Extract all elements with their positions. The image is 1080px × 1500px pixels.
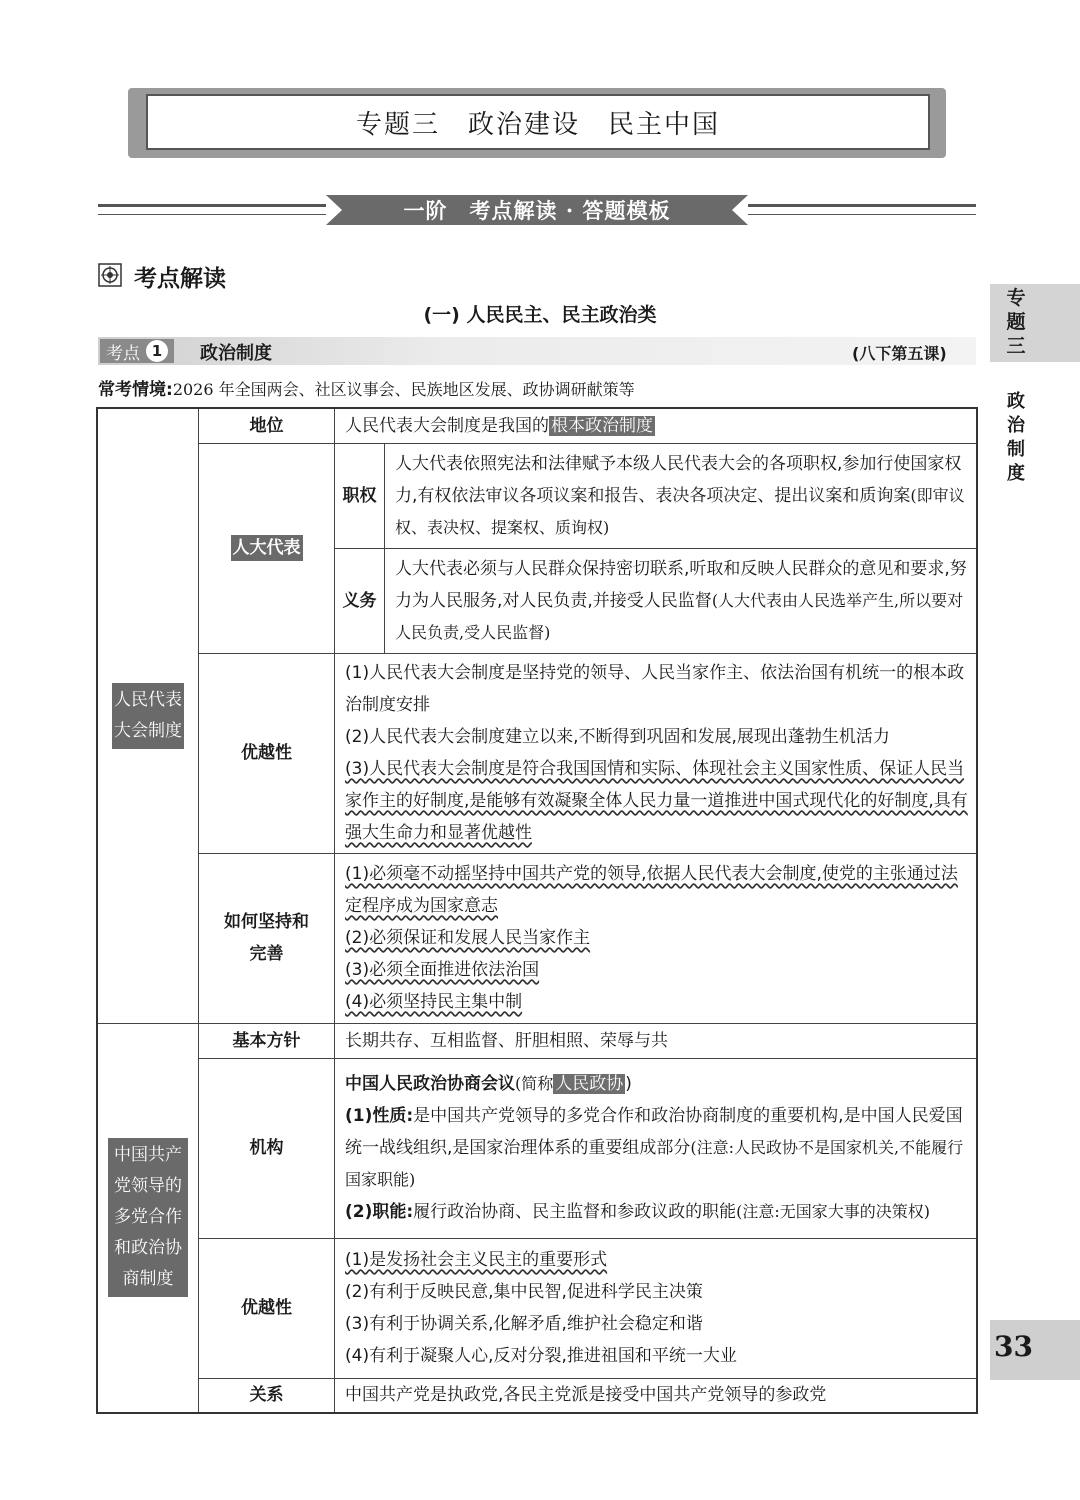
table-row (97, 1023, 977, 1058)
point-tag-label: 考点 (106, 343, 140, 364)
table-row (97, 443, 977, 548)
cppcc-org-heading: 中国人民政治协商会议(简称 人民政协 ) (345, 1074, 632, 1094)
npc-deputy-label: 人大代表 (231, 535, 303, 561)
page-number: 33 (994, 1330, 1033, 1363)
scenario-text: 2026 年全国两会、社区议事会、民族地区发展、政协调研献策等 (172, 380, 635, 399)
cppcc-category: 中国共产党领导的多党合作和政治协商制度 (108, 1138, 188, 1297)
npc-uphold-item: (4)必须坚持民主集中制 (345, 992, 523, 1012)
point-name: 政治制度 (200, 343, 272, 364)
section-banner-text: 一阶 考点解读 · 答题模板 (403, 198, 671, 223)
npc-powers-text: 人大代表依照宪法和法律赋予本级人民代表大会的各项职权,参加行使国家权力,有权依法审议各项议案和报告、表决各项决定、提出议案和质询案 (395, 453, 962, 506)
npc-superiority-item: (2)人民代表大会制度建立以来,不断得到巩固和发展,展现出蓬勃生机活力 (345, 727, 890, 747)
npc-category-cell (97, 408, 199, 1023)
scenario-label: 常考情境: (98, 380, 173, 400)
npc-status-label: 地位 (199, 408, 335, 443)
npc-superiority-item: (3)人民代表大会制度是符合我国国情和实际、体现社会主义国家性质、保证人民当家作主的好制度,是能够有效凝聚全体人民力量一道推进中国式现代化的好制度,具有强大生命力和显著优越性 (345, 759, 968, 843)
cppcc-relation-text: 中国共产党是执政党,各民主党派是接受中国共产党领导的参政党 (335, 1378, 978, 1413)
npc-superiority-cell (335, 653, 978, 853)
target-icon (98, 263, 122, 287)
banner-rule-left (98, 204, 326, 207)
cppcc-superiority-item: (4)有利于凝聚人心,反对分裂,推进祖国和平统一大业 (345, 1346, 737, 1366)
cppcc-relation-label: 关系 (199, 1378, 335, 1413)
npc-uphold-item: (3)必须全面推进依法治国 (345, 960, 540, 980)
side-tab-text: 专题三 (1006, 287, 1026, 357)
banner-rule-right (748, 204, 976, 207)
cppcc-org-cell (335, 1058, 978, 1238)
table-row (97, 408, 977, 443)
cppcc-org-abbr: 人民政协 (555, 1074, 624, 1094)
point-tag (100, 339, 174, 363)
point-lesson: (八下第五课) (852, 344, 947, 363)
cppcc-function: (2)职能:履行政治协商、民主监督和参政议政的职能(注意:无国家大事的决策权) (345, 1202, 931, 1222)
cppcc-superiority-label: 优越性 (199, 1238, 335, 1378)
npc-duties-note: (人大代表由人民选举产生,所以要对人民负责,受人民监督) (395, 590, 964, 642)
cppcc-superiority-item: (3)有利于协调关系,化解矛盾,维护社会稳定和谐 (345, 1314, 703, 1334)
cppcc-policy-text: 长期共存、互相监督、肝胆相照、荣辱与共 (335, 1023, 978, 1058)
banner-arrow-right-icon (732, 195, 748, 225)
scenario-line (98, 375, 635, 400)
npc-duties-cell (385, 548, 978, 653)
npc-category: 人民代表 大会制度 (112, 683, 184, 749)
npc-deputy-cell (199, 443, 335, 653)
npc-uphold-item: (1)必须毫不动摇坚持中国共产党的领导,依据人民代表大会制度,使党的主张通过法定程序成为国家意志 (345, 864, 958, 916)
title-part-topic: 专题三 (355, 109, 440, 140)
npc-superiority-label: 优越性 (199, 653, 335, 853)
table-row (97, 853, 977, 1023)
npc-status-highlight: 根本政治制度 (551, 415, 653, 436)
npc-uphold-cell (335, 853, 978, 1023)
npc-powers-note: (即审议权、表决权、提案权、质询权) (395, 485, 965, 537)
npc-superiority-item: (1)人民代表大会制度是坚持党的领导、人民当家作主、依法治国有机统一的根本政治制度安排 (345, 663, 965, 715)
npc-powers-label: 职权 (335, 443, 385, 548)
cppcc-superiority-item: (1)是发扬社会主义民主的重要形式 (345, 1250, 608, 1270)
title-part-theme: 政治建设 (467, 109, 580, 140)
side-topic-text: 政治制度 (1007, 391, 1025, 484)
page-title (146, 94, 930, 150)
banner-arrow-left-icon (326, 195, 342, 225)
npc-uphold-label: 如何坚持和完善 (199, 853, 335, 1023)
cppcc-superiority-cell (335, 1238, 978, 1378)
npc-status-cell (335, 408, 978, 443)
banner-rule-left-thin (98, 214, 326, 215)
point-number-badge: 1 (146, 340, 168, 362)
cppcc-org-label: 机构 (199, 1058, 335, 1238)
title-part-subtheme: 民主中国 (608, 109, 721, 140)
table-row (97, 653, 977, 853)
section-banner (326, 195, 748, 225)
npc-uphold-item: (2)必须保证和发展人民当家作主 (345, 928, 591, 948)
table-row (97, 1378, 977, 1413)
npc-duties-label: 义务 (335, 548, 385, 653)
cppcc-nature: (1)性质:是中国共产党领导的多党合作和政治协商制度的重要机构,是中国人民爱国统一战线组织,是国家治理体系的重要组成部分(注意:人民政协不是国家机关,不能履行国家职能) (345, 1106, 964, 1189)
section-subtitle: (一) 人民民主、民主政治类 (423, 304, 657, 326)
npc-powers-cell (385, 443, 978, 548)
npc-duties-text: 人大代表必须与人民群众保持密切联系,听取和反映人民群众的意见和要求,努力为人民服务,对人民负责,并接受人民监督 (395, 558, 967, 611)
cppcc-superiority-item: (2)有利于反映民意,集中民智,促进科学民主决策 (345, 1282, 703, 1302)
section-title: 考点解读 (134, 266, 226, 292)
cppcc-policy-label: 基本方针 (199, 1023, 335, 1058)
banner-rule-right-thin (748, 214, 976, 215)
cppcc-category-cell (97, 1023, 199, 1413)
policy-table (96, 407, 978, 1414)
npc-status-text: 人民代表大会制度是我国的 (345, 415, 549, 436)
table-row (97, 1058, 977, 1238)
table-row (97, 1238, 977, 1378)
